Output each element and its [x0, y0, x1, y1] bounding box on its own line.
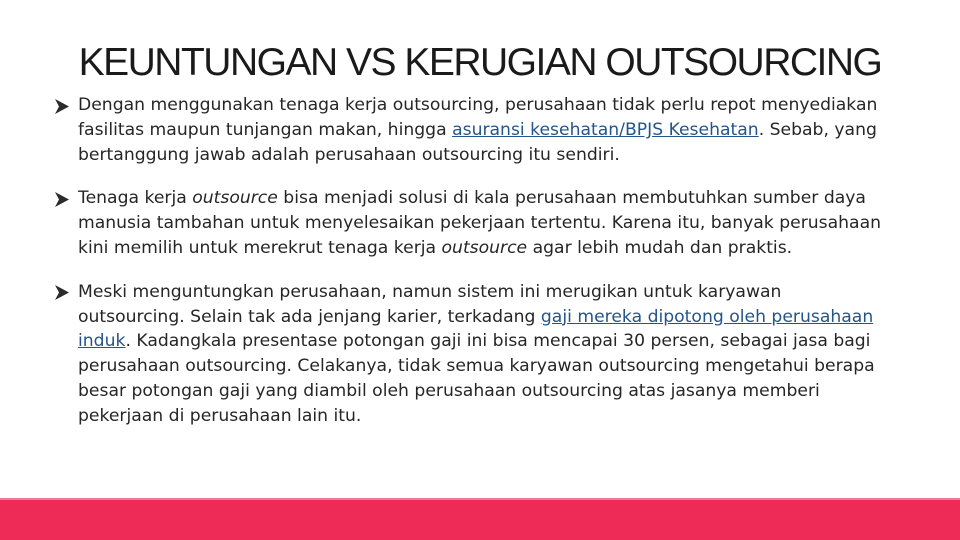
bullet-item-1: [54, 93, 884, 167]
link-gaji-dipotong[interactable]: gaji mereka dipotong oleh perusahaan induk: [78, 306, 874, 352]
emphasis-text: outsource: [192, 188, 278, 209]
link-asuransi-kesehatan[interactable]: asuransi kesehatan/BPJS Kesehatan: [452, 119, 759, 140]
bullet-text: Meski menguntungkan perusahaan, namun sistem ini merugikan untuk karyawan outsourcing. Selain tak ada jenjang karier, terkadang: [78, 281, 782, 327]
emphasis-text: outsource: [441, 237, 528, 258]
arrowhead-bullet-icon: [54, 191, 70, 207]
arrowhead-bullet-icon: [54, 285, 70, 301]
bullet-text: . Kadangkala presentase potongan gaji ini bisa mencapai 30 persen, sebagai jasa bagi perusahaan outsourcing. Celakanya, tidak semua karyawan outsourcing mengetahui berapa besar potongan gaji yang diambil oleh perusahaan outsourcing atas jasanya memberi pekerjaan di perusahaan lain itu.: [78, 331, 875, 426]
footer-accent-bar: [0, 500, 960, 540]
bullet-text: Tenaga kerja: [78, 188, 193, 209]
arrowhead-bullet-icon: [54, 98, 70, 114]
bullet-text: agar lebih mudah dan praktis.: [527, 237, 793, 258]
bullet-text: . Sebab, yang bertanggung jawab adalah perusahaan outsourcing itu sendiri.: [78, 119, 877, 165]
bullet-item-3: [54, 280, 884, 429]
bullet-text: Dengan menggunakan tenaga kerja outsourcing, perusahaan tidak perlu repot menyediakan fasilitas maupun tunjangan makan, hingga: [78, 95, 878, 140]
bullet-list: [54, 93, 884, 429]
bullet-text: bisa menjadi solusi di kala perusahaan membutuhkan sumber daya manusia tambahan untuk menyelesaikan pekerjaan tertentu. Karena itu, banyak perusahaan kini memilih untuk merekrut tenaga kerja: [78, 188, 882, 258]
bullet-item-2: [54, 186, 884, 260]
slide-title: KEUNTUNGAN VS KERUGIAN OUTSOURCING: [78, 41, 882, 84]
